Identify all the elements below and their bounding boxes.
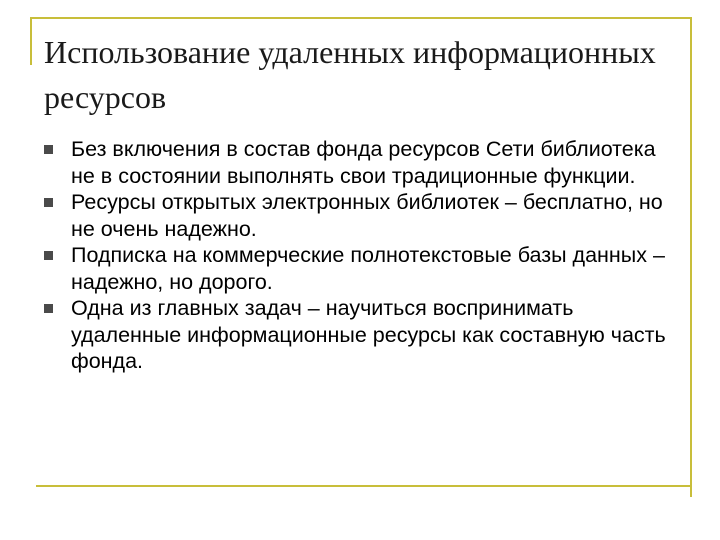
slide-title: Использование удаленных информационных ресурсов <box>44 34 656 115</box>
bullet-item <box>44 189 674 242</box>
square-bullet-icon <box>44 304 53 313</box>
bullet-list <box>44 136 674 375</box>
square-bullet-icon <box>44 145 53 154</box>
square-bullet-icon <box>44 198 53 207</box>
bullet-text: Одна из главных задач – научиться воспринимать удаленные информационные ресурсы как составную часть фонда. <box>71 296 666 373</box>
bullet-item <box>44 242 674 295</box>
bullet-text: Подписка на коммерческие полнотекстовые базы данных – надежно, но дорого. <box>71 243 665 294</box>
square-bullet-icon <box>44 251 53 260</box>
frame-top-line <box>30 17 692 19</box>
frame-right-line <box>690 17 692 497</box>
bullet-text: Без включения в состав фонда ресурсов Сети библиотека не в состоянии выполнять свои традиционные функции. <box>71 137 656 188</box>
bullet-text: Ресурсы открытых электронных библиотек – бесплатно, но не очень надежно. <box>71 190 663 241</box>
bullet-item <box>44 136 674 189</box>
frame-left-line <box>30 17 32 65</box>
bullet-item <box>44 295 674 375</box>
frame-bottom-line <box>36 485 692 487</box>
